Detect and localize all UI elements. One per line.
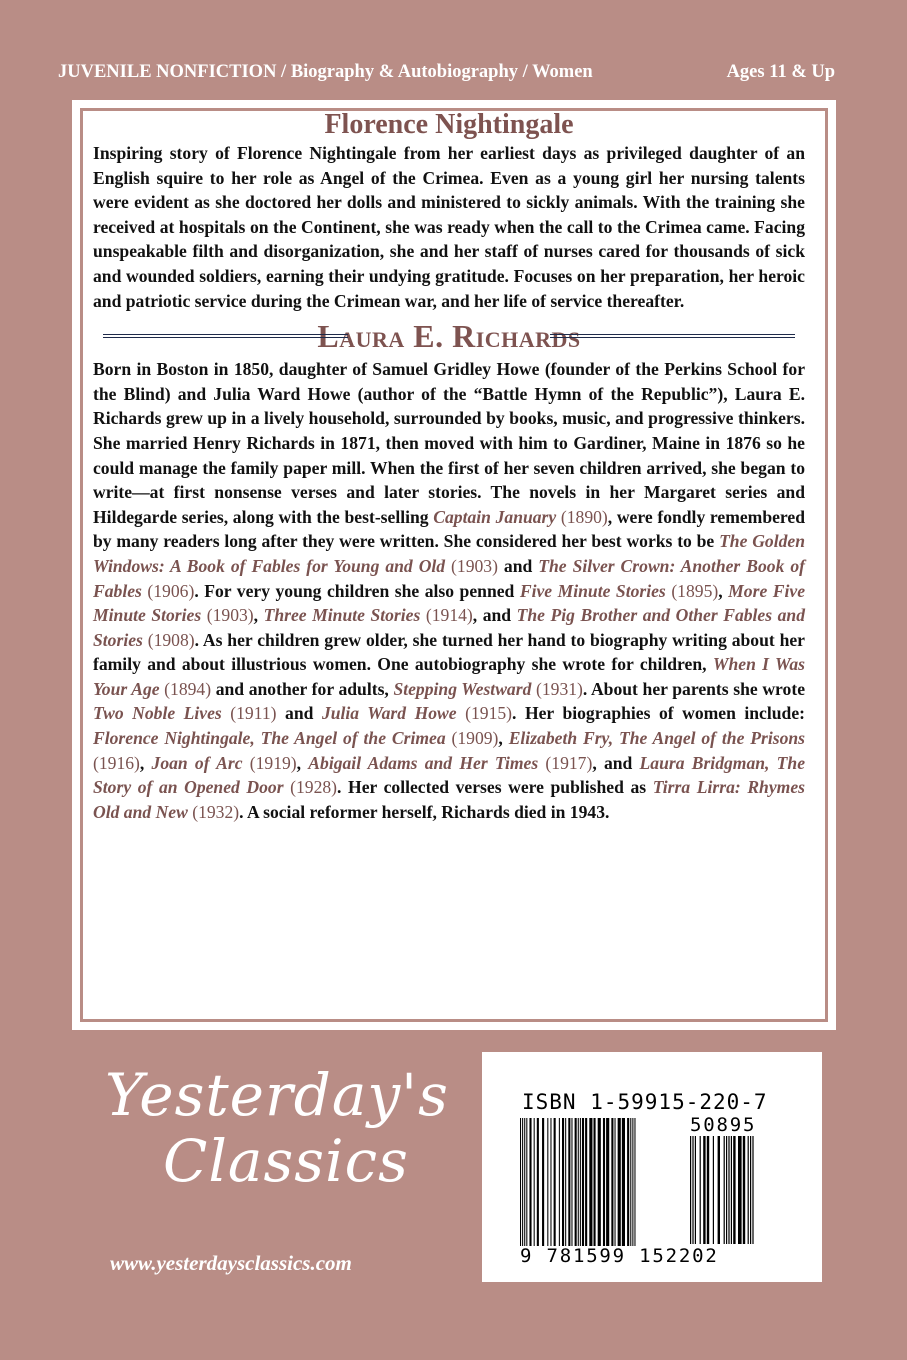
bio-text: and [497,555,539,576]
barcode-box [482,1052,822,1282]
panel-content [93,109,805,824]
book-title-ref: More Five Minute Stories [93,580,806,626]
barcode-bar [537,1118,539,1246]
bio-text: Born in Boston in 1850, daughter of Samuel Gridley Howe (founder of the Perkins School for the Blind) and Julia Ward Howe (author of the “Battle Hymn of the Republic”), Laura E. Richards grew up in a lively household, surrounded by books, music, and progressive thinkers. She married Henry Richards in 1871, then moved with him to Gardiner, Maine in 1876 so he could manage the family paper mill. When the first of her seven children arrived, she began to write—at first nonsense verses and later stories. The novels in her Margaret series and Hildegarde series, along with the best-selling [93,359,805,527]
barcode-bar [695,1136,696,1244]
barcode-bar [547,1118,548,1246]
bio-text: . A social reformer herself, Richards died in 1943. [239,801,610,822]
barcode-bar [568,1118,570,1246]
description-panel [72,100,836,1030]
book-title: Florence Nightingale [324,109,574,140]
publication-year: (1903) [201,605,254,626]
bio-text: , [498,728,509,749]
barcode-bar [627,1118,629,1246]
bio-text: and [276,703,322,724]
barcode-bar [524,1118,525,1246]
barcode-bar [542,1118,544,1246]
publication-year: (1928) [283,777,338,798]
barcode-bar [598,1118,601,1246]
publication-year: (1917) [538,752,593,773]
isbn-label: ISBN 1-59915-220-7 [522,1090,768,1114]
barcode-bar [630,1118,631,1246]
barcode-bar [606,1118,609,1246]
publication-year: (1914) [420,605,473,626]
price-barcode [690,1136,780,1244]
barcode-bar [618,1118,621,1246]
bio-text: , and [472,605,517,626]
publication-year: (1890) [556,506,608,527]
left-rule [103,334,348,338]
barcode-bar [520,1118,521,1246]
book-title-ref: Laura Bridgman, The Story of an Opened Door [93,752,806,798]
barcode-bar [713,1136,714,1244]
barcode-bar [690,1136,691,1244]
barcode-bar [750,1136,751,1244]
publication-year: (1906) [141,580,195,601]
publication-year: (1932) [187,801,240,822]
bio-text: , [718,580,729,601]
publication-year: (1916) [93,752,140,773]
barcode-bar [726,1136,727,1244]
barcode-bar [582,1118,584,1246]
barcode-bar [534,1118,535,1246]
category-label: JUVENILE NONFICTION / Biography & Autobiography / Women [58,62,593,82]
bio-text: . As her children grew older, she turned her hand to biography writing about her family and about illustrious women. One autobiography she wrote for children, [93,629,805,675]
publication-year: (1895) [665,580,719,601]
barcode-bar [580,1118,581,1246]
barcode-bar [559,1118,560,1246]
book-title-ref: Stepping Westward [393,678,532,699]
barcode-bar [622,1118,625,1246]
barcode-bar [562,1118,564,1246]
publication-year: (1909) [445,728,499,749]
book-title-ref: Three Minute Stories [263,605,421,626]
barcode-bar [603,1118,605,1246]
barcode-bar [615,1118,616,1246]
bio-text: . For very young children she also penned [194,580,520,601]
barcode-bar [589,1118,592,1246]
logo-line-1: Yesterday's [105,1061,449,1129]
bio-text: . Her collected verses were published as [337,777,653,798]
book-title-ref: Five Minute Stories [519,580,666,601]
barcode-bar [526,1118,527,1246]
barcode-bar [724,1136,725,1244]
barcode-bar [692,1136,693,1244]
barcode-bar [571,1118,572,1246]
barcode-bar [748,1136,749,1244]
barcode-bar [707,1136,709,1244]
bio-text: and another for adults, [211,678,394,699]
barcode-bar [703,1136,705,1244]
barcode-bar [752,1136,753,1244]
barcode-bar [632,1118,633,1246]
publication-year: (1911) [221,703,277,724]
barcode-bar [522,1118,523,1246]
publication-year: (1908) [142,629,195,650]
ean-barcode [520,1118,680,1246]
barcode-bar [585,1118,587,1246]
book-title-ref: Tirra Lirra: Rhymes Old and New [93,777,805,822]
book-title-ref: Captain January [433,506,557,527]
author-name: Laura E. Richards [317,318,581,355]
book-description: Inspiring story of Florence Nightingale from her earliest days as privileged daughter of an English squire to her role as Angel of the Crimea. Even as a young girl her nursing talents were evident as she doctored her dolls and ministered to sickly animals. With the training she received at hospitals on the Continent, she was ready when the call to the Crimea came. Facing unspeakable filth and disorganization, she and her staff of nurses cared for thousands of sick and wounded soldiers, earning their undying gratitude. Focuses on her preparation, her heroic and patriotic service during the Crimean war, and her life of service thereafter. [93,143,805,311]
barcode-bar [718,1136,720,1244]
book-title-ref: The Silver Crown: Another Book of Fables [93,555,805,601]
publisher-url[interactable]: www.yesterdaysclassics.com [110,1251,352,1275]
barcode-bar [594,1118,596,1246]
publication-year: (1919) [242,752,297,773]
bio-text: . About her parents she wrote [582,678,805,699]
barcode-bar [634,1118,635,1246]
barcode-bar [733,1136,735,1244]
barcode-bar [550,1118,551,1246]
age-range-label: Ages 11 & Up [726,62,835,82]
barcode-bar [611,1118,613,1246]
bio-text: , were fondly remembered by many readers long after they were written. She considered her best works to be [93,506,806,552]
barcode-bar [738,1136,742,1244]
publisher-logo [105,1062,449,1194]
price-code: 50895 [690,1114,757,1136]
book-title-ref: Florence Nightingale, The Angel of the Crimea [93,728,446,749]
bio-text: . Her biographies of women include: [512,703,805,724]
book-title-ref: Julia Ward Howe [321,703,457,724]
barcode-bar [728,1136,729,1244]
barcode-bar [529,1118,531,1246]
barcode-bar [565,1118,566,1246]
barcode-bar [554,1118,556,1246]
barcode-bar [743,1136,745,1244]
book-title-ref: Two Noble Lives [93,703,222,724]
barcode-bar [578,1118,579,1246]
book-title-ref: When I Was Your Age [93,654,805,699]
publication-year: (1931) [531,678,583,699]
bio-text: , [296,752,309,773]
book-title-ref: Elizabeth Fry, The Angel of the Prisons [508,728,805,749]
logo-line-2: Classics [163,1127,409,1195]
author-heading [93,319,805,353]
publication-year: (1903) [445,555,498,576]
barcode-bar [575,1118,577,1246]
bio-text: , and [592,752,640,773]
book-title-ref: Joan of Arc [151,752,243,773]
bio-text: , [139,752,152,773]
book-title-ref: The Golden Windows: A Book of Fables for Young and Old [93,531,805,576]
barcode-bar [700,1136,701,1244]
barcode-bar [731,1136,732,1244]
author-biography [93,357,805,824]
book-title-ref: The Pig Brother and Other Fables and Stories [93,605,805,650]
book-title-ref: Abigail Adams and Her Times [308,752,539,773]
ean-digits: 9 781599 152202 [520,1245,719,1267]
bio-text: , [253,605,264,626]
publication-year: (1894) [159,678,212,699]
publication-year: (1915) [456,703,513,724]
right-rule [550,334,795,338]
